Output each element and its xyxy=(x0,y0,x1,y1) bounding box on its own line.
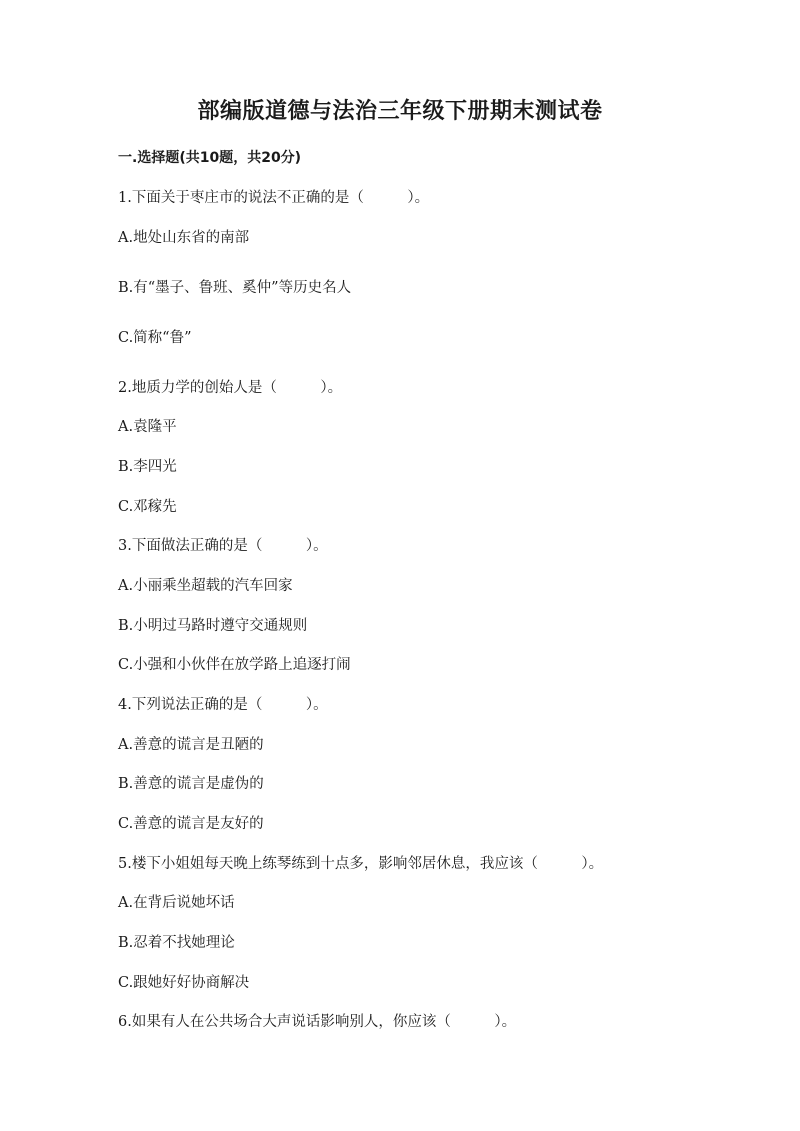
question-2-option-c: C.邓稼先 xyxy=(118,499,177,515)
question-4-option-a: A.善意的谎言是丑陋的 xyxy=(118,737,264,753)
question-4-option-c: C.善意的谎言是友好的 xyxy=(118,816,264,832)
question-5-option-c: C.跟她好好协商解决 xyxy=(118,975,250,991)
question-3-stem: 3.下面做法正确的是（ ）。 xyxy=(118,538,328,554)
question-1-option-a: A.地处山东省的南部 xyxy=(118,230,250,246)
question-1-option-c: C.简称“鲁” xyxy=(118,330,192,346)
question-6-stem: 6.如果有人在公共场合大声说话影响别人，你应该（ ）。 xyxy=(118,1014,517,1030)
exam-title: 部编版道德与法治三年级下册期末测试卷 xyxy=(197,99,603,124)
question-5-option-a: A.在背后说她坏话 xyxy=(118,895,235,911)
question-4-option-b: B.善意的谎言是虚伪的 xyxy=(118,776,264,792)
question-5-option-b: B.忍着不找她理论 xyxy=(118,935,235,951)
question-2-stem: 2.地质力学的创始人是（ ）。 xyxy=(118,380,343,396)
question-2-option-b: B.李四光 xyxy=(118,459,177,475)
question-5-stem: 5.楼下小姐姐每天晚上练琴练到十点多，影响邻居休息，我应该（ ）。 xyxy=(118,856,604,872)
question-1-stem: 1.下面关于枣庄市的说法不正确的是（ ）。 xyxy=(118,190,430,206)
question-4-stem: 4.下列说法正确的是（ ）。 xyxy=(118,697,328,713)
section-heading: 一.选择题(共10题，共20分) xyxy=(118,150,302,166)
question-3-option-a: A.小丽乘坐超载的汽车回家 xyxy=(118,578,293,594)
question-1-option-b: B.有“墨子、鲁班、奚仲”等历史名人 xyxy=(118,280,352,296)
question-3-option-b: B.小明过马路时遵守交通规则 xyxy=(118,618,308,634)
question-2-option-a: A.袁隆平 xyxy=(118,419,177,435)
question-3-option-c: C.小强和小伙伴在放学路上追逐打闹 xyxy=(118,657,351,673)
